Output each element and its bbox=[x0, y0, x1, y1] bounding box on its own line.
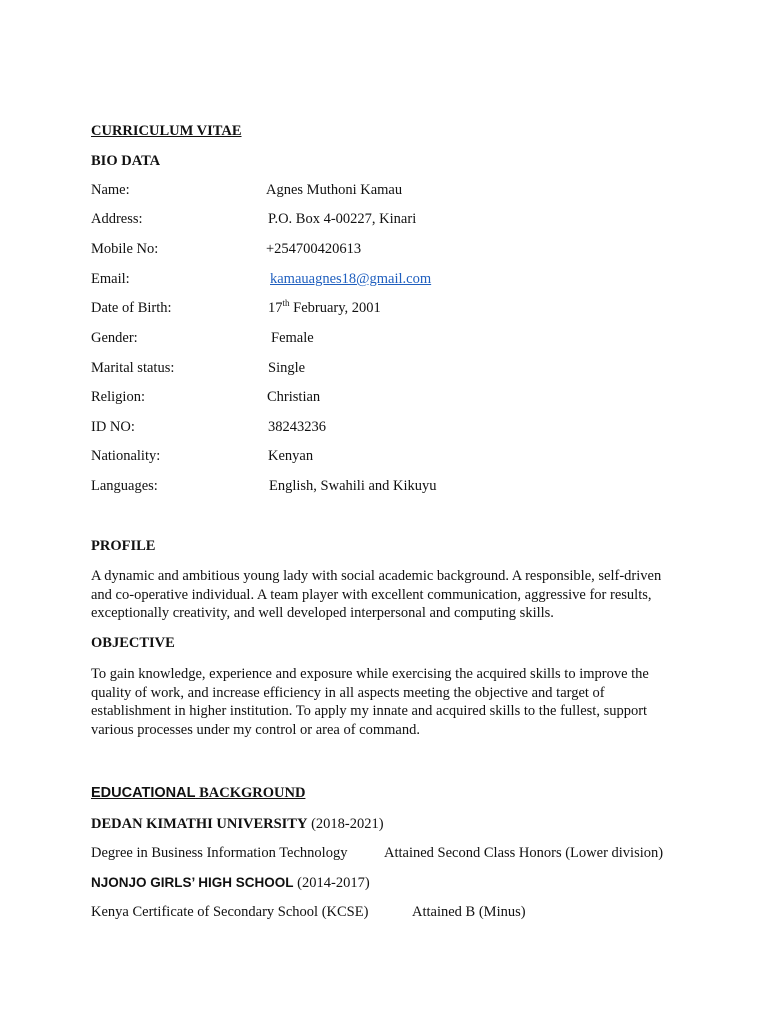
bio-value-name: Agnes Muthoni Kamau bbox=[266, 182, 403, 198]
objective-heading: OBJECTIVE bbox=[91, 635, 175, 651]
bio-value-id: 38243236 bbox=[268, 419, 326, 435]
cv-title: CURRICULUM VITAE bbox=[91, 123, 242, 139]
objective-text: To gain knowledge, experience and exposure while exercising the acquired skills to improve the quality of work, and increase efficiency in all aspects meeting the objective and target of establishment in higher institution. To apply my innate and acquired skills to the fullest, support various processes under my control or area of command. bbox=[91, 666, 649, 738]
bio-value-address: P.O. Box 4-00227, Kinari bbox=[268, 211, 417, 227]
school-years: (2014-2017) bbox=[293, 875, 370, 891]
school-name: DEDAN KIMATHI UNIVERSITY bbox=[91, 816, 308, 832]
education-entry-high-school bbox=[91, 875, 370, 892]
bio-label-languages: Languages: bbox=[91, 478, 158, 494]
school-years: (2018-2021) bbox=[307, 816, 384, 832]
bio-value-marital: Single bbox=[268, 360, 306, 376]
dob-day-suffix: th bbox=[282, 298, 290, 309]
bio-value-nationality: Kenyan bbox=[268, 448, 314, 464]
bio-label-address: Address: bbox=[91, 211, 143, 227]
bio-label-email: Email: bbox=[91, 271, 130, 287]
course-name: Kenya Certificate of Secondary School (KCSE) bbox=[91, 904, 369, 920]
bio-label-nationality: Nationality: bbox=[91, 448, 161, 464]
course-result: Attained Second Class Honors (Lower division) bbox=[384, 845, 664, 861]
dob-day: 17 bbox=[268, 300, 283, 316]
education-heading-part-b: BACKGROUND bbox=[195, 785, 306, 801]
profile-text: A dynamic and ambitious young lady with social academic background. A responsible, self-driven and co-operative individual. A team player with excellent communication, aggressive for results, exceptionally creativity, and well developed interpersonal and computing skills. bbox=[91, 568, 662, 621]
education-entry-university bbox=[91, 816, 384, 833]
education-heading bbox=[91, 785, 305, 802]
bio-value-gender: Female bbox=[271, 330, 314, 346]
email-link[interactable]: kamauagnes18@gmail.com bbox=[270, 271, 432, 287]
school-name: NJONJO GIRLS’ HIGH SCHOOL bbox=[91, 875, 294, 890]
bio-value-mobile: +254700420613 bbox=[266, 241, 362, 257]
bio-label-gender: Gender: bbox=[91, 330, 138, 346]
bio-label-marital: Marital status: bbox=[91, 360, 175, 376]
course-name: Degree in Business Information Technology bbox=[91, 845, 348, 861]
course-result: Attained B (Minus) bbox=[412, 904, 526, 920]
bio-value-dob bbox=[268, 300, 381, 317]
bio-label-name: Name: bbox=[91, 182, 130, 198]
dob-month-year: February, 2001 bbox=[289, 300, 381, 316]
bio-label-religion: Religion: bbox=[91, 389, 145, 405]
profile-heading: PROFILE bbox=[91, 538, 156, 554]
bio-value-languages: English, Swahili and Kikuyu bbox=[269, 478, 437, 494]
education-heading-part-a: EDUCATIONAL bbox=[91, 785, 196, 801]
bio-value-religion: Christian bbox=[267, 389, 321, 405]
bio-label-mobile: Mobile No: bbox=[91, 241, 159, 257]
bio-label-dob: Date of Birth: bbox=[91, 300, 172, 316]
bio-data-heading: BIO DATA bbox=[91, 153, 161, 169]
bio-label-id: ID NO: bbox=[91, 419, 135, 435]
